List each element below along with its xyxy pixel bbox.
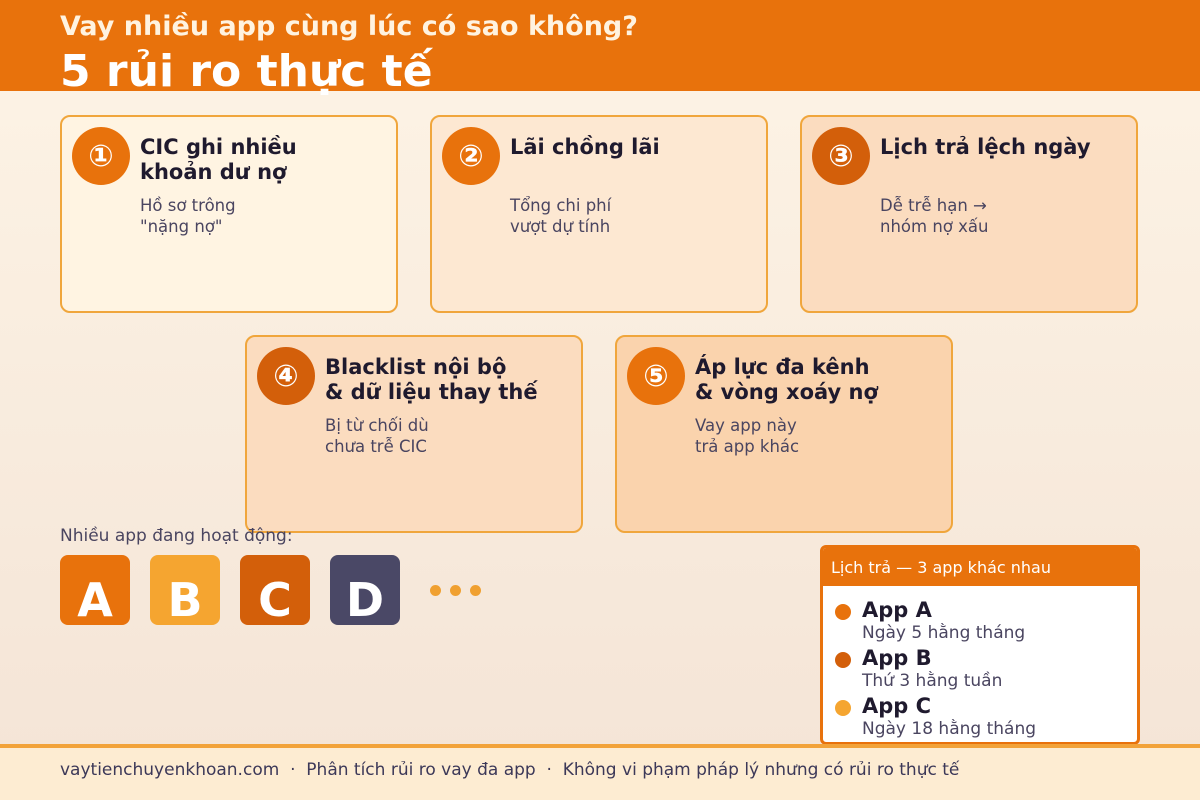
page-title: 5 rủi ro thực tế bbox=[60, 46, 433, 97]
more-dot-icon bbox=[450, 585, 461, 596]
risk-description-2: Tổng chi phí vượt dự tính bbox=[510, 196, 612, 236]
risk-card-2 bbox=[430, 115, 768, 313]
bullet-dot-icon bbox=[835, 700, 851, 716]
bullet-dot-icon bbox=[835, 604, 851, 620]
schedule-app-date: Ngày 18 hằng tháng bbox=[862, 719, 1037, 739]
risk-title-2: Lãi chồng lãi bbox=[510, 135, 660, 159]
schedule-app-date: Ngày 5 hằng tháng bbox=[862, 623, 1026, 643]
footer bbox=[0, 744, 1200, 800]
schedule-app-name: App B bbox=[862, 646, 932, 670]
more-dot-icon bbox=[430, 585, 441, 596]
page-subtitle: Vay nhiều app cùng lúc có sao không? bbox=[60, 11, 638, 42]
risk-card-5 bbox=[615, 335, 953, 533]
payment-schedule-panel bbox=[820, 545, 1140, 745]
risk-title-1: CIC ghi nhiều khoản dư nợ bbox=[140, 135, 297, 184]
risk-title-3: Lịch trả lệch ngày bbox=[880, 135, 1091, 159]
risk-description-4: Bị từ chối dù chưa trễ CIC bbox=[325, 416, 429, 456]
risk-description-3: Dễ trễ hạn → nhóm nợ xấu bbox=[880, 196, 989, 236]
schedule-header: Lịch trả — 3 app khác nhau bbox=[823, 548, 1137, 586]
risk-title-4: Blacklist nội bộ & dữ liệu thay thế bbox=[325, 355, 538, 404]
active-apps-label: Nhiều app đang hoạt động: bbox=[60, 526, 293, 546]
app-tile-a: A bbox=[60, 555, 130, 625]
more-dot-icon bbox=[470, 585, 481, 596]
schedule-app-name: App A bbox=[862, 598, 932, 622]
number-badge-2: ② bbox=[442, 127, 500, 185]
number-badge-4: ④ bbox=[257, 347, 315, 405]
schedule-app-name: App C bbox=[862, 694, 932, 718]
number-badge-5: ⑤ bbox=[627, 347, 685, 405]
risk-description-5: Vay app này trả app khác bbox=[695, 416, 800, 456]
risk-card-4 bbox=[245, 335, 583, 533]
risk-card-1 bbox=[60, 115, 398, 313]
risk-title-5: Áp lực đa kênh & vòng xoáy nợ bbox=[695, 355, 878, 404]
number-badge-3: ③ bbox=[812, 127, 870, 185]
number-badge-1: ① bbox=[72, 127, 130, 185]
app-tile-b: B bbox=[150, 555, 220, 625]
risk-description-1: Hồ sơ trông "nặng nợ" bbox=[140, 196, 236, 236]
app-tile-c: C bbox=[240, 555, 310, 625]
bullet-dot-icon bbox=[835, 652, 851, 668]
footer-text: vaytienchuyenkhoan.com · Phân tích rủi ro vay đa app · Không vi phạm pháp lý nhưng có rủi ro thực tế bbox=[60, 760, 960, 780]
app-tile-d: D bbox=[330, 555, 400, 625]
header-banner bbox=[0, 0, 1200, 97]
schedule-app-date: Thứ 3 hằng tuần bbox=[862, 671, 1003, 691]
risk-card-3 bbox=[800, 115, 1138, 313]
